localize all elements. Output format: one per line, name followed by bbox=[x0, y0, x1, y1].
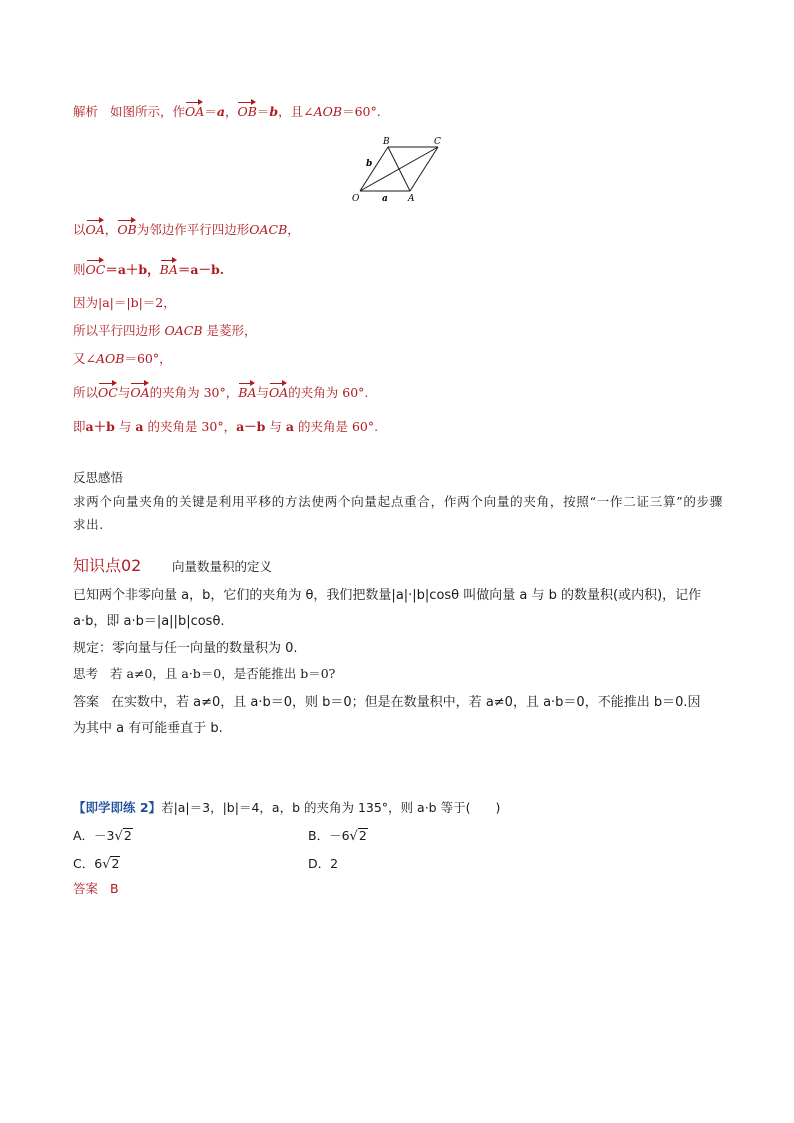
exercise-question-line bbox=[73, 799, 500, 817]
option-d: D．2 bbox=[308, 856, 339, 871]
analysis-line-3: 则OC＝a＋b，BA＝a－b. bbox=[73, 262, 225, 277]
definition-line-2: a·b，即 a·b＝|a||b|cosθ. bbox=[73, 614, 225, 629]
exercise-answer-label: 答案 bbox=[73, 881, 99, 896]
label-C: C bbox=[434, 137, 441, 147]
option-b: B．－6√2 bbox=[308, 828, 367, 844]
exercise-question: 若|a|＝3，|b|＝4，a，b 的夹角为 135°，则 a·b 等于( ) bbox=[161, 800, 501, 815]
analysis-line-4: 因为|a|＝|b|＝2， bbox=[73, 295, 176, 310]
label-A: A bbox=[408, 194, 415, 204]
think-line bbox=[73, 665, 335, 683]
analysis-line-2: 以OA，OB为邻边作平行四边形OACB， bbox=[73, 222, 300, 237]
exercise-answer bbox=[73, 880, 119, 898]
answer-label: 答案 bbox=[73, 695, 100, 710]
diagonal-BA bbox=[388, 147, 410, 191]
knowledge-point-title: 知识点02 bbox=[73, 556, 142, 575]
analysis-line-6: 又∠AOB＝60°， bbox=[73, 351, 172, 366]
option-c: C．6√2 bbox=[73, 856, 120, 872]
label-b: b bbox=[366, 159, 373, 169]
analysis-label: 解析 bbox=[73, 104, 99, 119]
vector-OA: OA bbox=[185, 104, 205, 119]
reflection-text: 求两个向量夹角的关键是利用平移的方法使两个向量起点重合，作两个向量的夹角，按照“一作二证三算”的步骤求出. bbox=[73, 494, 723, 532]
label-a: a bbox=[382, 194, 388, 204]
think-text: 若 a≠0，且 a·b＝0，是否能推出 b＝0? bbox=[110, 666, 336, 681]
exercise-answer-value: B bbox=[110, 881, 119, 896]
analysis-line-7: 所以OC与OA的夹角为 30°，BA与OA的夹角为 60°. bbox=[73, 385, 369, 400]
answer-line-1: 答案 在实数中，若 a≠0，且 a·b＝0，则 b＝0；但是在数量积中，若 a≠0，且 a·b＝0，不能推出 b＝0.因 bbox=[73, 695, 701, 710]
answer-line-2: 为其中 a 有可能垂直于 b. bbox=[73, 721, 223, 736]
think-label: 思考 bbox=[73, 666, 99, 681]
exercise-label: 【即学即练 2】 bbox=[73, 800, 162, 815]
reflection-title: 反思感悟 bbox=[73, 470, 124, 485]
option-a: A．－3√2 bbox=[73, 828, 132, 844]
label-B: B bbox=[383, 137, 390, 147]
rule-line: 规定：零向量与任一向量的数量积为 0. bbox=[73, 641, 298, 656]
parallelogram-figure bbox=[350, 134, 450, 206]
side-OB bbox=[360, 147, 388, 191]
analysis-line-1: 解析 如图所示，作OA＝a，OB＝b，且∠AOB＝60°. bbox=[73, 104, 381, 119]
knowledge-point-subtitle: 向量数量积的定义 bbox=[172, 559, 273, 574]
analysis-line-8: 即a＋b 与 a 的夹角是 30°，a－b 与 a 的夹角是 60°. bbox=[73, 419, 379, 434]
label-O: O bbox=[352, 194, 360, 204]
vector-OB: OB bbox=[237, 104, 257, 119]
side-AC bbox=[410, 147, 438, 191]
definition-line-1: 已知两个非零向量 a，b，它们的夹角为 θ，我们把数量|a|·|b|cosθ 叫做向量 a 与 b 的数量积(或内积)，记作 bbox=[73, 588, 702, 603]
analysis-line-5: 所以平行四边形 OACB 是菱形， bbox=[73, 323, 257, 338]
